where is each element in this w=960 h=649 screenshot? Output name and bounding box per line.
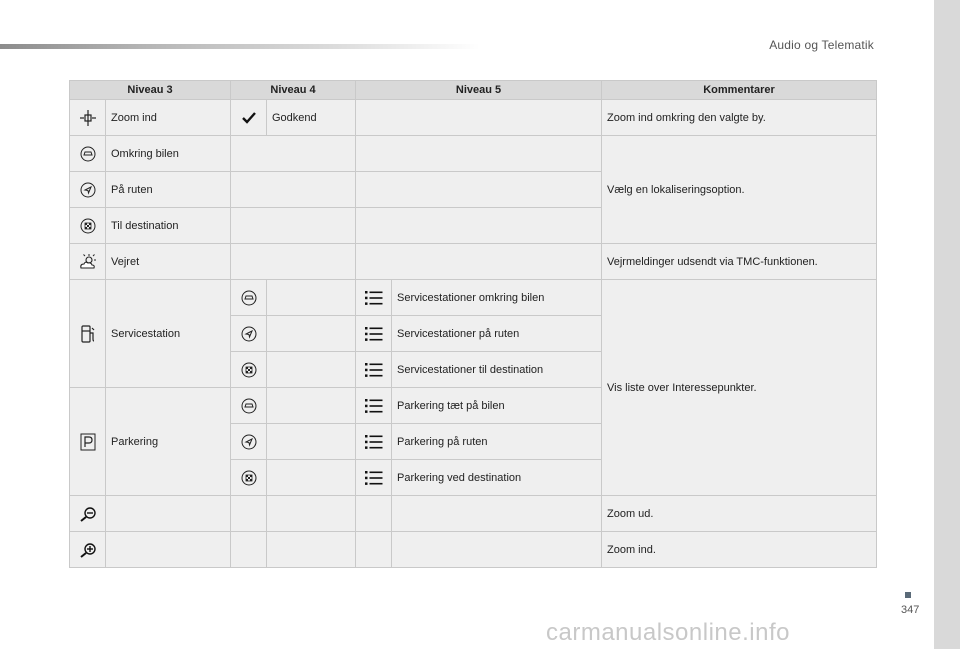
chapter-title: Audio og Telematik [769, 38, 874, 52]
checkmark-icon [231, 100, 267, 136]
cell-to-destination: Til destination [106, 208, 231, 244]
cell-approve: Godkend [267, 100, 356, 136]
cell-location-comment: Vælg en lokaliseringsoption. [602, 136, 877, 244]
car-circle-icon [231, 388, 267, 424]
list-icon [356, 460, 392, 496]
cell-zoom-in-comment: Zoom ind omkring den valgte by. [602, 100, 877, 136]
cell-ss-around: Servicestationer omkring bilen [392, 280, 602, 316]
cell-parking: Parkering [106, 388, 231, 496]
header-niveau-3: Niveau 3 [70, 81, 231, 100]
route-arrow-circle-icon [231, 424, 267, 460]
menu-table [69, 80, 877, 568]
car-circle-icon [70, 136, 106, 172]
header-kommentarer: Kommentarer [602, 81, 877, 100]
parking-icon [70, 388, 106, 496]
cell-ss-destination: Servicestationer til destination [392, 352, 602, 388]
table-row [70, 496, 877, 532]
zoom-in-icon [70, 532, 106, 568]
table-row [70, 280, 877, 316]
list-icon [356, 352, 392, 388]
cell-weather: Vejret [106, 244, 231, 280]
car-circle-icon [231, 280, 267, 316]
watermark: carmanualsonline.info [546, 619, 790, 646]
table-row [70, 532, 877, 568]
zoom-out-icon [70, 496, 106, 532]
weather-icon [70, 244, 106, 280]
page-marker [905, 592, 911, 598]
destination-flag-circle-icon [231, 352, 267, 388]
header-niveau-5: Niveau 5 [356, 81, 602, 100]
cell-zoom-in-comment-2: Zoom ind. [602, 532, 877, 568]
list-icon [356, 316, 392, 352]
route-arrow-circle-icon [70, 172, 106, 208]
cell-weather-comment: Vejrmeldinger udsendt via TMC-funktionen. [602, 244, 877, 280]
cell-zoom-out-comment: Zoom ud. [602, 496, 877, 532]
table-row [70, 136, 877, 172]
page-number: 347 [901, 604, 920, 616]
page-side-tab [934, 0, 960, 649]
cell-service-station: Servicestation [106, 280, 231, 388]
cell-on-route: På ruten [106, 172, 231, 208]
table-row [70, 100, 877, 136]
cell-around-car: Omkring bilen [106, 136, 231, 172]
cell-poi-comment: Vis liste over Interessepunkter. [602, 280, 877, 496]
header-niveau-4: Niveau 4 [231, 81, 356, 100]
cell-pk-around: Parkering tæt på bilen [392, 388, 602, 424]
destination-flag-circle-icon [70, 208, 106, 244]
cell-zoom-in: Zoom ind [106, 100, 231, 136]
cell-pk-route: Parkering på ruten [392, 424, 602, 460]
table-row [70, 244, 877, 280]
fuel-pump-icon [70, 280, 106, 388]
list-icon [356, 280, 392, 316]
header-bar [0, 44, 480, 49]
zoom-crosshair-icon [70, 100, 106, 136]
destination-flag-circle-icon [231, 460, 267, 496]
cell-ss-route: Servicestationer på ruten [392, 316, 602, 352]
cell-pk-destination: Parkering ved destination [392, 460, 602, 496]
route-arrow-circle-icon [231, 316, 267, 352]
list-icon [356, 424, 392, 460]
list-icon [356, 388, 392, 424]
table-header-row [70, 81, 877, 100]
